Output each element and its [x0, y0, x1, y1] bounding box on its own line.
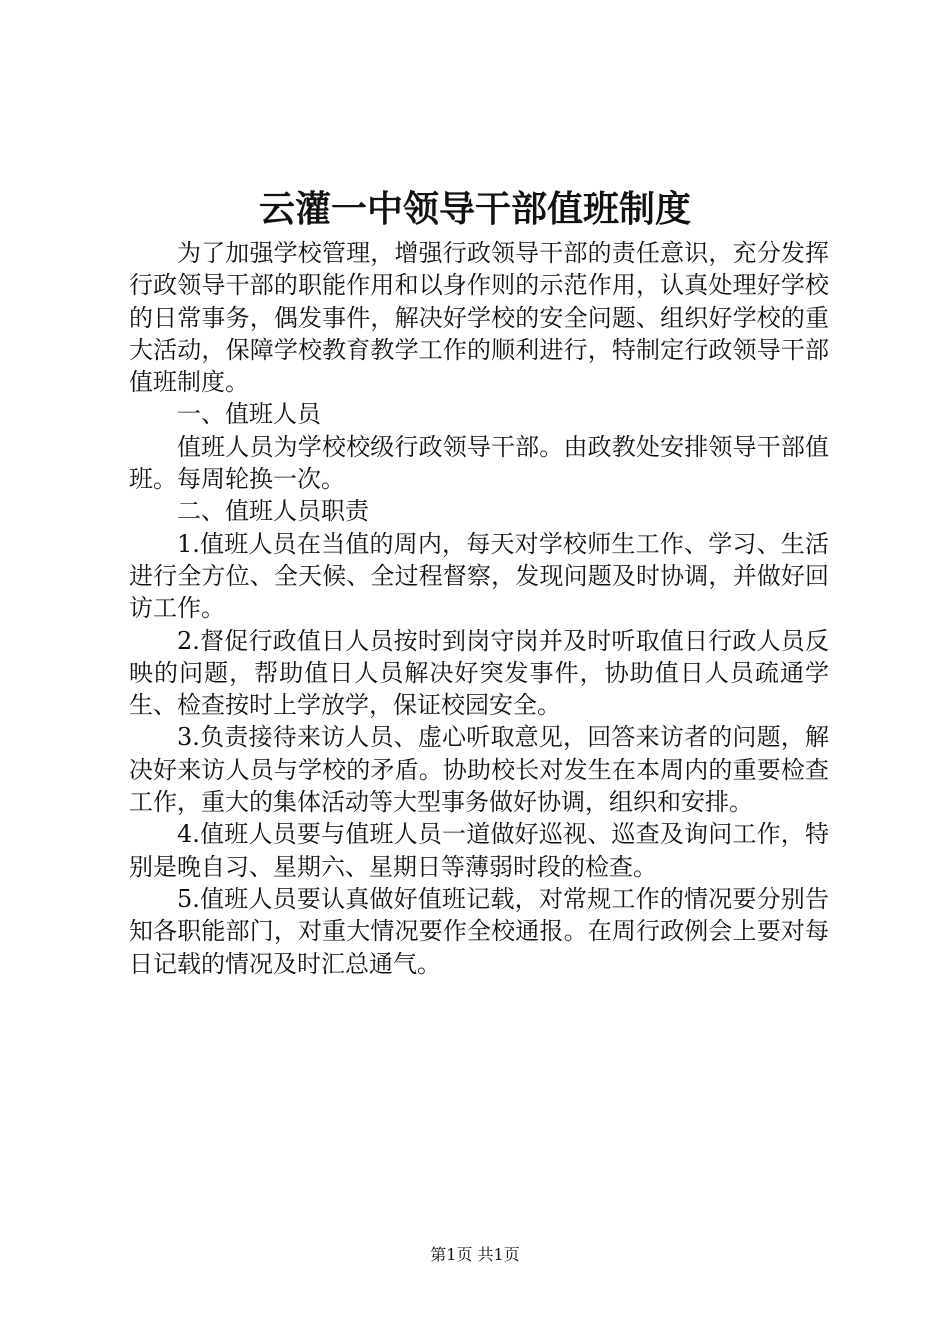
responsibility-item-1: 1.值班人员在当值的周内，每天对学校师生工作、学习、生活进行全方位、全天候、全过程督察，发现问题及时协调，并做好回访工作。: [129, 529, 829, 623]
duty-staff-paragraph: 值班人员为学校校级行政领导干部。由政教处安排领导干部值班。每周轮换一次。: [129, 432, 829, 494]
responsibility-item-3: 3.负责接待来访人员、虚心听取意见，回答来访者的问题，解决好来访人员与学校的矛盾。协助校长对发生在本周内的重要检查工作，重大的集体活动等大型事务做好协调，组织和安排。: [129, 723, 829, 817]
responsibility-item-2: 2.督促行政值日人员按时到岗守岗并及时听取值日行政人员反映的问题，帮助值日人员解决好突发事件，协助值日人员疏通学生、检查按时上学放学，保证校园安全。: [129, 626, 829, 720]
page-footer: 第1页 共1页: [430, 1245, 520, 1264]
section-heading-duty-responsibilities: 二、值班人员职责: [177, 497, 369, 526]
intro-paragraph: 为了加强学校管理，增强行政领导干部的责任意识，充分发挥行政领导干部的职能作用和以身作则的示范作用，认真处理好学校的日常事务，偶发事件，解决好学校的安全问题、组织好学校的重大活动，保障学校教育教学工作的顺利进行，特制定行政领导干部值班制度。: [129, 239, 829, 397]
responsibility-item-4: 4.值班人员要与值班人员一道做好巡视、巡查及询问工作，特别是晚自习、星期六、星期日等薄弱时段的检查。: [129, 820, 829, 881]
document-title: 云灌一中领导干部值班制度: [258, 188, 691, 230]
responsibility-item-5: 5.值班人员要认真做好值班记载，对常规工作的情况要分别告知各职能部门，对重大情况要作全校通报。在周行政例会上要对每日记载的情况及时汇总通气。: [129, 884, 829, 978]
section-heading-duty-staff: 一、值班人员: [177, 400, 321, 429]
document-body: [129, 237, 829, 980]
